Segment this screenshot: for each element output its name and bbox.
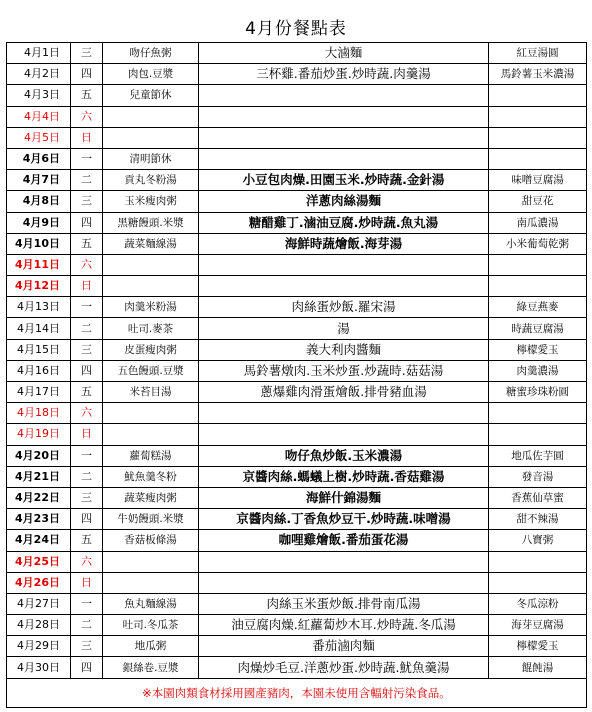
breakfast-cell: 蘿蔔糕湯 — [103, 445, 199, 466]
lunch-cell — [199, 127, 489, 148]
breakfast-cell: 吐司.冬瓜茶 — [103, 615, 199, 636]
lunch-cell — [199, 551, 489, 572]
table-row — [7, 212, 587, 233]
weekday-cell: 二 — [71, 318, 103, 339]
date-cell: 4月6日 — [7, 148, 71, 169]
weekday-cell: 六 — [71, 106, 103, 127]
table-row — [7, 318, 587, 339]
breakfast-cell — [103, 551, 199, 572]
weekday-cell: 日 — [71, 424, 103, 445]
breakfast-cell — [103, 424, 199, 445]
table-row — [7, 233, 587, 254]
table-row — [7, 191, 587, 212]
weekday-cell: 三 — [71, 43, 103, 64]
breakfast-cell: 牛奶饅頭.米漿 — [103, 509, 199, 530]
weekday-cell: 六 — [71, 551, 103, 572]
weekday-cell: 日 — [71, 572, 103, 593]
breakfast-cell — [103, 572, 199, 593]
breakfast-cell — [103, 254, 199, 275]
date-cell: 4月20日 — [7, 445, 71, 466]
snack-cell: 檸檬愛玉 — [489, 339, 587, 360]
lunch-cell: 肉絲蛋炒飯.羅宋湯 — [199, 297, 489, 318]
snack-cell: 糖蜜珍珠粉圓 — [489, 382, 587, 403]
snack-cell: 馬鈴薯玉米濃湯 — [489, 64, 587, 85]
breakfast-cell — [103, 276, 199, 297]
snack-cell — [489, 106, 587, 127]
snack-cell: 甜豆花 — [489, 191, 587, 212]
lunch-cell: 蔥爆雞肉滑蛋燴飯.排骨豬血湯 — [199, 382, 489, 403]
date-cell: 4月12日 — [7, 276, 71, 297]
date-cell: 4月10日 — [7, 233, 71, 254]
weekday-cell: 三 — [71, 191, 103, 212]
lunch-cell: 海鮮什錦湯麵 — [199, 487, 489, 508]
table-row — [7, 339, 587, 360]
weekday-cell: 四 — [71, 64, 103, 85]
date-cell: 4月3日 — [7, 85, 71, 106]
date-cell: 4月26日 — [7, 572, 71, 593]
snack-cell: 南瓜濃湯 — [489, 212, 587, 233]
snack-cell — [489, 148, 587, 169]
breakfast-cell: 皮蛋瘦肉粥 — [103, 339, 199, 360]
table-row — [7, 636, 587, 657]
lunch-cell — [199, 254, 489, 275]
breakfast-cell: 地瓜粥 — [103, 636, 199, 657]
weekday-cell: 五 — [71, 85, 103, 106]
weekday-cell: 二 — [71, 615, 103, 636]
weekday-cell: 三 — [71, 636, 103, 657]
table-row — [7, 170, 587, 191]
date-cell: 4月2日 — [7, 64, 71, 85]
weekday-cell: 三 — [71, 339, 103, 360]
date-cell: 4月30日 — [7, 657, 71, 678]
date-cell: 4月27日 — [7, 593, 71, 614]
weekday-cell: 一 — [71, 297, 103, 318]
lunch-cell: 湯 — [199, 318, 489, 339]
snack-cell: 紅豆湯圓 — [489, 43, 587, 64]
lunch-cell: 咖哩雞燴飯.番茄蛋花湯 — [199, 530, 489, 551]
table-row — [7, 509, 587, 530]
table-row — [7, 276, 587, 297]
weekday-cell: 四 — [71, 657, 103, 678]
breakfast-cell — [103, 403, 199, 424]
meal-table — [6, 42, 587, 708]
date-cell: 4月15日 — [7, 339, 71, 360]
snack-cell — [489, 85, 587, 106]
weekday-cell: 日 — [71, 276, 103, 297]
table-row — [7, 551, 587, 572]
snack-cell: 肉羹濃湯 — [489, 360, 587, 381]
footer-row — [7, 678, 587, 707]
snack-cell — [489, 276, 587, 297]
snack-cell: 時蔬豆腐湯 — [489, 318, 587, 339]
lunch-cell — [199, 276, 489, 297]
date-cell: 4月7日 — [7, 170, 71, 191]
lunch-cell: 大滷麵 — [199, 43, 489, 64]
date-cell: 4月29日 — [7, 636, 71, 657]
table-row — [7, 148, 587, 169]
weekday-cell: 三 — [71, 487, 103, 508]
date-cell: 4月28日 — [7, 615, 71, 636]
meal-table-body — [7, 43, 587, 679]
snack-cell: 八寶粥 — [489, 530, 587, 551]
lunch-cell: 糖醋雞丁.滷油豆腐.炒時蔬.魚丸湯 — [199, 212, 489, 233]
snack-cell: 甜不辣湯 — [489, 509, 587, 530]
lunch-cell: 馬鈴薯燉肉.玉米炒蛋.炒蔬時.菇菇湯 — [199, 360, 489, 381]
lunch-cell: 京醬肉絲.丁香魚炒豆干.炒時蔬.味噌湯 — [199, 509, 489, 530]
date-cell: 4月24日 — [7, 530, 71, 551]
date-cell: 4月25日 — [7, 551, 71, 572]
breakfast-cell: 吻仔魚粥 — [103, 43, 199, 64]
date-cell: 4月18日 — [7, 403, 71, 424]
snack-cell: 地瓜佐芋圓 — [489, 445, 587, 466]
table-row — [7, 657, 587, 678]
snack-cell — [489, 424, 587, 445]
breakfast-cell: 玉米瘦肉粥 — [103, 191, 199, 212]
weekday-cell: 五 — [71, 382, 103, 403]
table-row — [7, 403, 587, 424]
weekday-cell: 一 — [71, 148, 103, 169]
breakfast-cell: 蔬菜麵線湯 — [103, 233, 199, 254]
date-cell: 4月13日 — [7, 297, 71, 318]
weekday-cell: 日 — [71, 127, 103, 148]
table-row — [7, 593, 587, 614]
breakfast-cell: 香菇板條湯 — [103, 530, 199, 551]
snack-cell: 海芽豆腐湯 — [489, 615, 587, 636]
snack-cell — [489, 572, 587, 593]
weekday-cell: 四 — [71, 212, 103, 233]
table-row — [7, 530, 587, 551]
snack-cell: 餛飩湯 — [489, 657, 587, 678]
table-row — [7, 360, 587, 381]
snack-cell: 綠豆燕麥 — [489, 297, 587, 318]
breakfast-cell: 吐司.麥茶 — [103, 318, 199, 339]
table-row — [7, 106, 587, 127]
lunch-cell — [199, 148, 489, 169]
lunch-cell: 三杯雞.番茄炒蛋.炒時蔬.肉羹湯 — [199, 64, 489, 85]
table-row — [7, 43, 587, 64]
lunch-cell — [199, 403, 489, 424]
lunch-cell — [199, 424, 489, 445]
lunch-cell: 海鮮時蔬燴飯.海芽湯 — [199, 233, 489, 254]
snack-cell: 小米葡萄乾粥 — [489, 233, 587, 254]
snack-cell: 味噌豆腐湯 — [489, 170, 587, 191]
snack-cell — [489, 403, 587, 424]
lunch-cell: 肉絲玉米蛋炒飯.排骨南瓜湯 — [199, 593, 489, 614]
date-cell: 4月22日 — [7, 487, 71, 508]
table-row — [7, 424, 587, 445]
lunch-cell — [199, 106, 489, 127]
weekday-cell: 五 — [71, 530, 103, 551]
snack-cell — [489, 551, 587, 572]
breakfast-cell: 米苔目湯 — [103, 382, 199, 403]
table-row — [7, 127, 587, 148]
breakfast-cell: 黑糖饅頭.米漿 — [103, 212, 199, 233]
lunch-cell: 義大利肉醬麵 — [199, 339, 489, 360]
breakfast-cell: 兒童節休 — [103, 85, 199, 106]
breakfast-cell: 貢丸冬粉湯 — [103, 170, 199, 191]
lunch-cell: 肉燥炒毛豆.洋蔥炒蛋.炒時蔬.魷魚羹湯 — [199, 657, 489, 678]
page-title: 4月份餐點表 — [245, 19, 347, 39]
table-row — [7, 466, 587, 487]
breakfast-cell — [103, 127, 199, 148]
date-cell: 4月4日 — [7, 106, 71, 127]
lunch-cell: 小豆包肉燥.田園玉米.炒時蔬.金針湯 — [199, 170, 489, 191]
date-cell: 4月9日 — [7, 212, 71, 233]
weekday-cell: 四 — [71, 509, 103, 530]
breakfast-cell: 肉包.豆漿 — [103, 64, 199, 85]
breakfast-cell: 銀絲卷.豆漿 — [103, 657, 199, 678]
weekday-cell: 五 — [71, 233, 103, 254]
breakfast-cell: 肉羹米粉湯 — [103, 297, 199, 318]
breakfast-cell: 魷魚羹冬粉 — [103, 466, 199, 487]
snack-cell: 發音湯 — [489, 466, 587, 487]
date-cell: 4月17日 — [7, 382, 71, 403]
breakfast-cell: 清明節休 — [103, 148, 199, 169]
lunch-cell: 番茄滷肉麵 — [199, 636, 489, 657]
weekday-cell: 一 — [71, 593, 103, 614]
date-cell: 4月11日 — [7, 254, 71, 275]
lunch-cell: 洋蔥肉絲湯麵 — [199, 191, 489, 212]
footer-note: ※本園肉類食材採用國產豬肉，本園未使用含輻射污染食品。 — [7, 678, 587, 707]
snack-cell: 香蕉仙草蜜 — [489, 487, 587, 508]
weekday-cell: 六 — [71, 403, 103, 424]
table-row — [7, 572, 587, 593]
weekday-cell: 二 — [71, 170, 103, 191]
snack-cell: 冬瓜涼粉 — [489, 593, 587, 614]
breakfast-cell — [103, 106, 199, 127]
table-row — [7, 85, 587, 106]
date-cell: 4月23日 — [7, 509, 71, 530]
weekday-cell: 二 — [71, 466, 103, 487]
snack-cell — [489, 254, 587, 275]
date-cell: 4月14日 — [7, 318, 71, 339]
date-cell: 4月8日 — [7, 191, 71, 212]
breakfast-cell: 魚丸麵線湯 — [103, 593, 199, 614]
date-cell: 4月21日 — [7, 466, 71, 487]
date-cell: 4月16日 — [7, 360, 71, 381]
date-cell: 4月5日 — [7, 127, 71, 148]
table-row — [7, 64, 587, 85]
weekday-cell: 四 — [71, 360, 103, 381]
snack-cell: 檸檬愛玉 — [489, 636, 587, 657]
table-row — [7, 297, 587, 318]
weekday-cell: 六 — [71, 254, 103, 275]
lunch-cell — [199, 85, 489, 106]
date-cell: 4月19日 — [7, 424, 71, 445]
breakfast-cell: 五色饅頭.豆漿 — [103, 360, 199, 381]
breakfast-cell: 蔬菜瘦肉粥 — [103, 487, 199, 508]
table-row — [7, 254, 587, 275]
table-row — [7, 615, 587, 636]
table-row — [7, 487, 587, 508]
weekday-cell: 一 — [71, 445, 103, 466]
snack-cell — [489, 127, 587, 148]
table-row — [7, 382, 587, 403]
table-row — [7, 445, 587, 466]
date-cell: 4月1日 — [7, 43, 71, 64]
lunch-cell — [199, 572, 489, 593]
lunch-cell: 吻仔魚炒飯.玉米濃湯 — [199, 445, 489, 466]
lunch-cell: 油豆腐肉燥.紅蘿蔔炒木耳.炒時蔬.冬瓜湯 — [199, 615, 489, 636]
lunch-cell: 京醬肉絲.螞蟻上樹.炒時蔬.香菇雞湯 — [199, 466, 489, 487]
